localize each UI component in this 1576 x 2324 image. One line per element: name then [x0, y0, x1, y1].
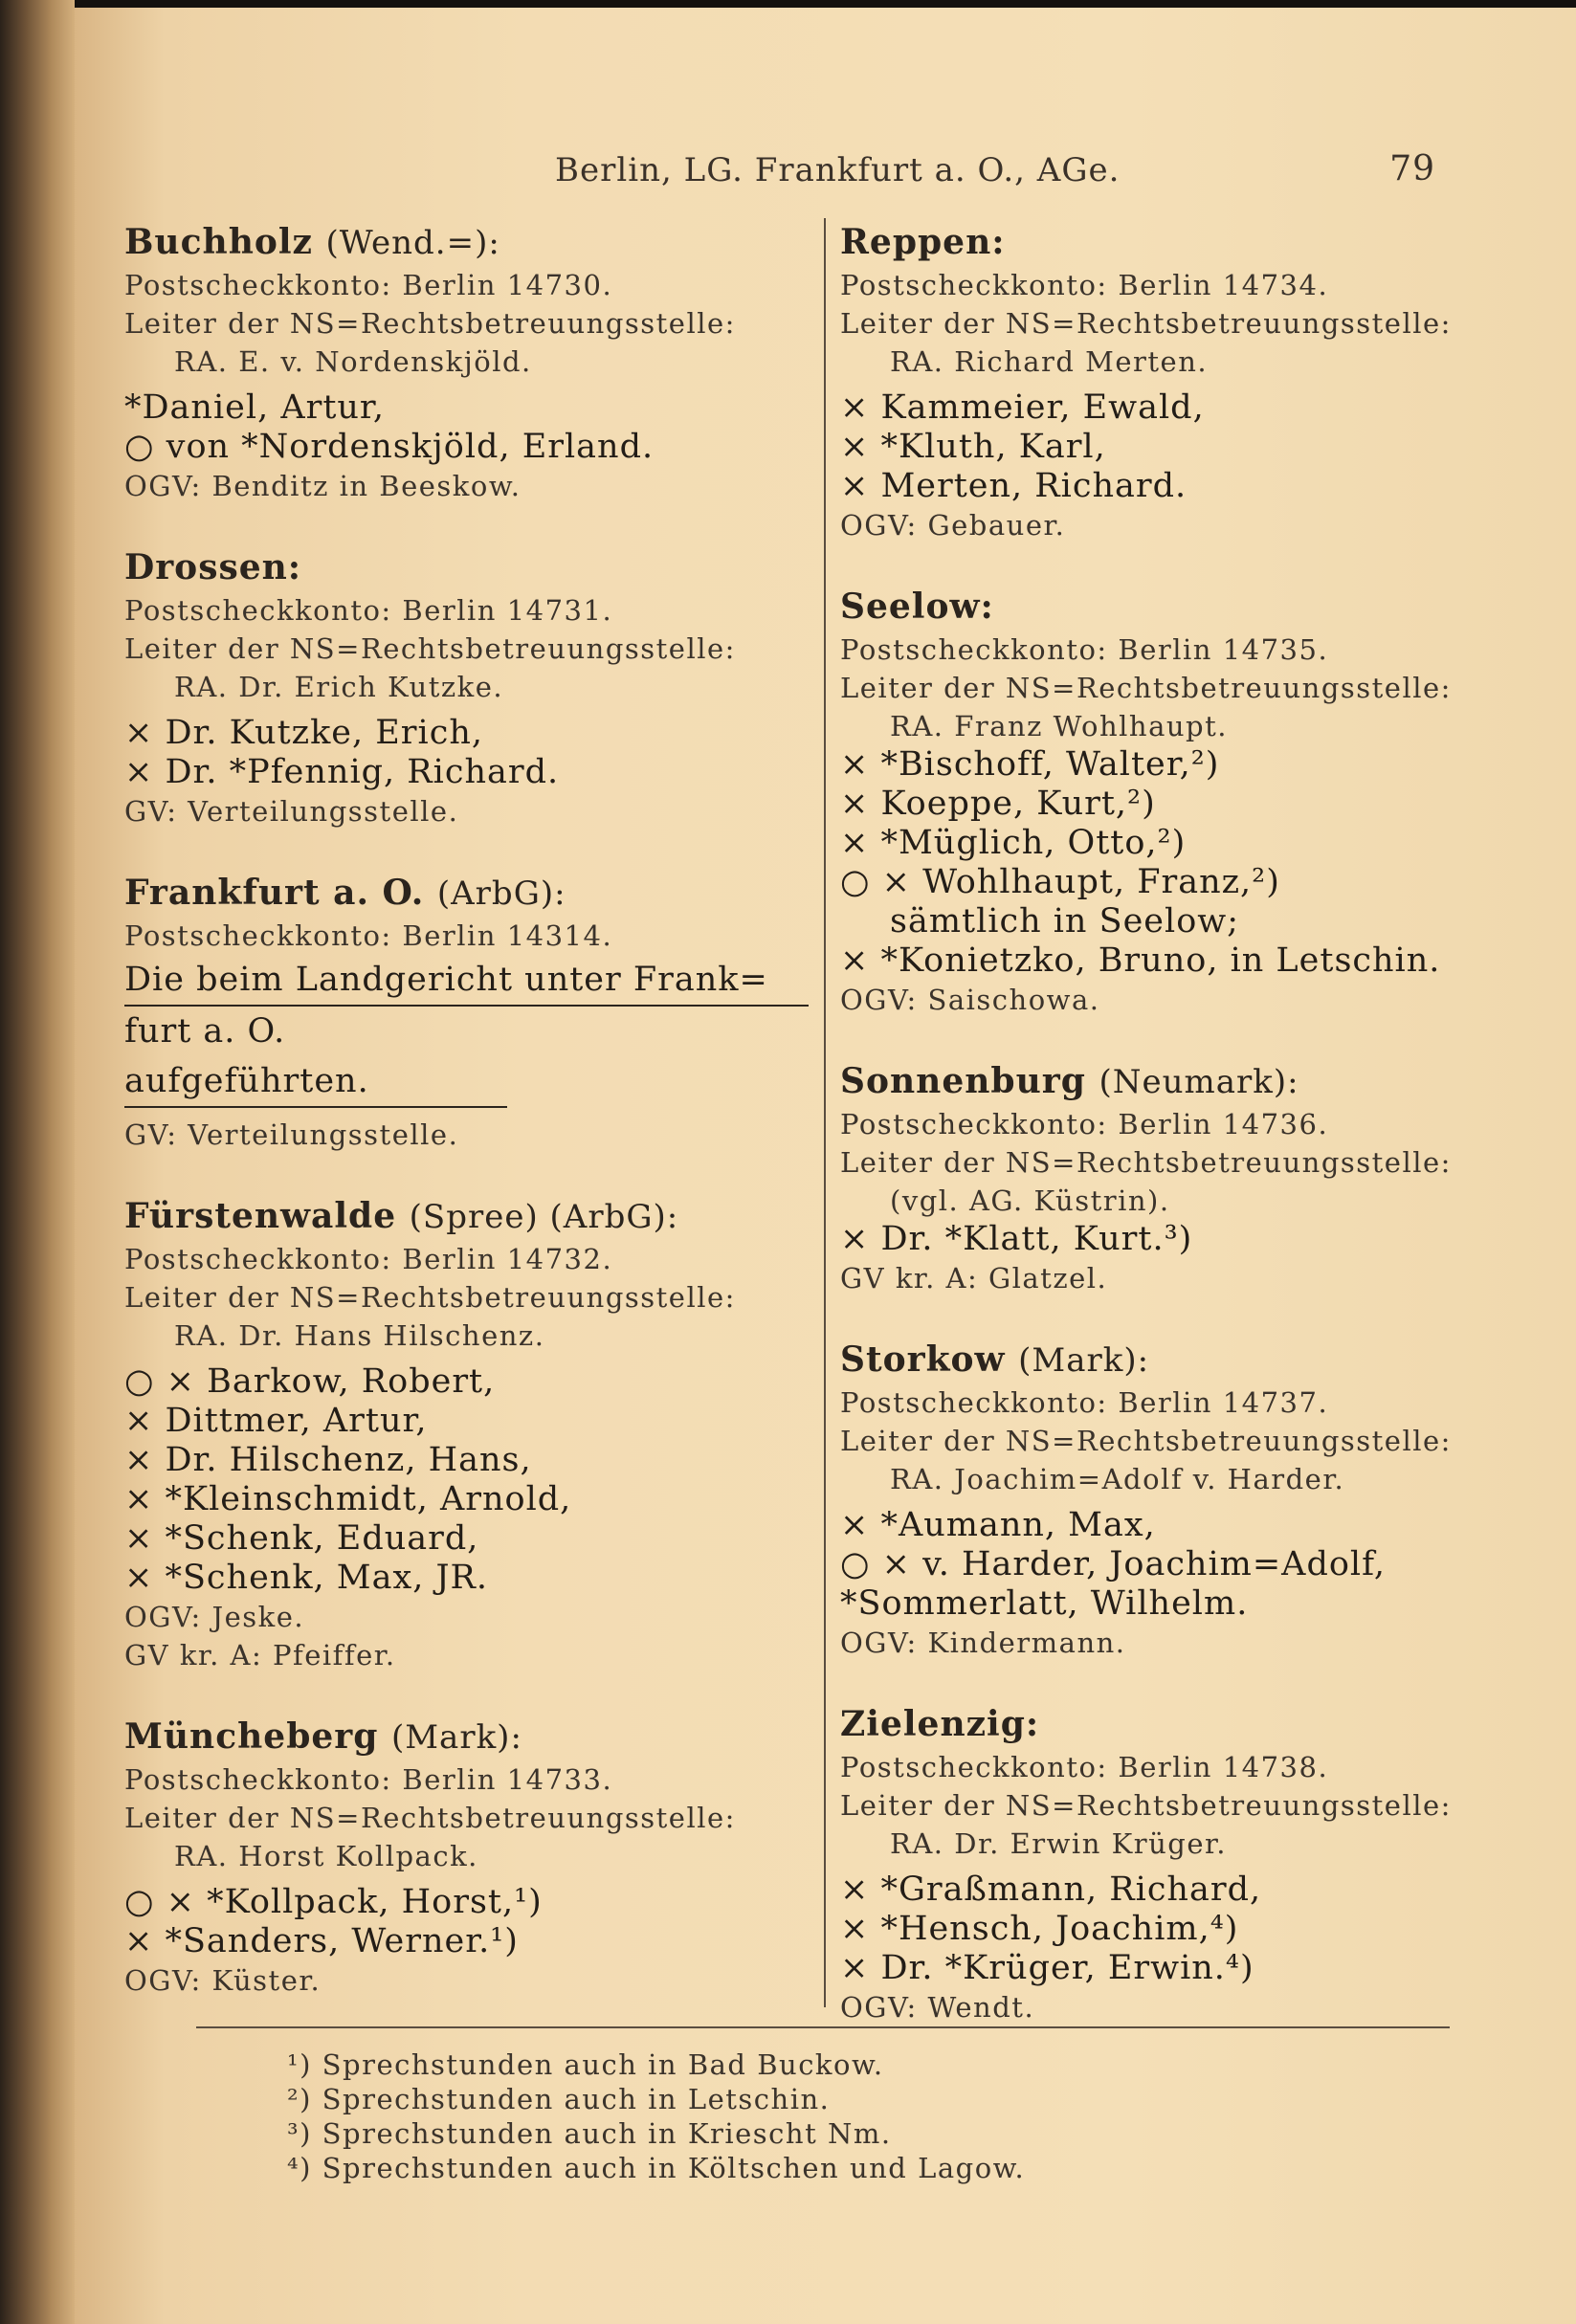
gv-line: GV: Verteilungsstelle.: [124, 795, 459, 828]
leiter-label: Leiter der NS=Rechtsbetreuungsstelle:: [840, 1425, 1452, 1457]
section-title: Reppen:: [840, 222, 1006, 262]
section-title: Seelow:: [840, 587, 994, 627]
gv-line: GV kr. A: Pfeiffer.: [124, 1639, 396, 1671]
postscheck-line: Postscheckkonto: Berlin 14730.: [124, 269, 613, 301]
leiter-label: Leiter der NS=Rechtsbetreuungsstelle:: [124, 632, 736, 665]
section-storkow: [840, 1336, 1510, 1662]
section-buchholz: [124, 218, 813, 505]
reference-line: Die beim Landgericht unter Frank=: [124, 955, 809, 1007]
postscheck-line: Postscheckkonto: Berlin 14737.: [840, 1386, 1329, 1419]
page-number: 79: [1389, 149, 1435, 188]
lawyer-entry-continuation: sämtlich in Seelow;: [890, 902, 1240, 941]
gv-line: GV kr. A: Glatzel.: [840, 1262, 1108, 1295]
footnote: ²) Sprechstunden auch in Letschin.: [287, 2083, 831, 2115]
leiter-name: RA. Richard Merten.: [890, 345, 1209, 378]
leiter-name: RA. E. v. Nordenskjöld.: [174, 345, 532, 378]
lawyer-entry: ○ × *Kollpack, Horst,¹): [124, 1883, 543, 1921]
lawyer-entry: × *Kleinschmidt, Arnold,: [124, 1480, 572, 1518]
lawyer-entry: × *Bischoff, Walter,²): [840, 745, 1220, 784]
leiter-label: Leiter der NS=Rechtsbetreuungsstelle:: [124, 1802, 736, 1834]
section-fuerstenwalde: [124, 1192, 813, 1674]
section-sonnenburg: [840, 1057, 1510, 1297]
ogv-line: OGV: Jeske.: [124, 1601, 305, 1633]
section-title: Sonnenburg (Neumark):: [840, 1061, 1299, 1101]
reference-line: furt a. O. aufgeführten.: [124, 1007, 507, 1108]
section-title: Fürstenwalde (Spree) (ArbG):: [124, 1196, 679, 1236]
postscheck-line: Postscheckkonto: Berlin 14733.: [124, 1763, 613, 1796]
footnote: ⁴) Sprechstunden auch in Költschen und Lagow.: [287, 2152, 1026, 2184]
postscheck-line: Postscheckkonto: Berlin 14731.: [124, 594, 613, 627]
section-title: Storkow (Mark):: [840, 1339, 1150, 1380]
lawyer-entry: × Kammeier, Ewald,: [840, 388, 1205, 427]
lawyer-entry: ○ × Barkow, Robert,: [124, 1362, 496, 1401]
leiter-label: Leiter der NS=Rechtsbetreuungsstelle:: [840, 1789, 1452, 1822]
section-title: Buchholz (Wend.=):: [124, 222, 500, 262]
section-title: Frankfurt a. O. (ArbG):: [124, 873, 566, 913]
lawyer-entry: × *Sanders, Werner.¹): [124, 1922, 519, 1960]
section-title: Müncheberg (Mark):: [124, 1716, 522, 1757]
leiter-name: RA. Dr. Erich Kutzke.: [174, 671, 504, 703]
book-spine: [0, 0, 75, 2324]
leiter-label: Leiter der NS=Rechtsbetreuungsstelle:: [840, 1146, 1452, 1179]
ogv-line: OGV: Kindermann.: [840, 1627, 1126, 1659]
leiter-name: RA. Franz Wohlhaupt.: [890, 710, 1228, 742]
section-seelow: [840, 583, 1510, 1019]
lawyer-entry: × Dr. *Klatt, Kurt.³): [840, 1220, 1193, 1258]
lawyer-entry: × Dr. Hilschenz, Hans,: [124, 1441, 532, 1479]
footnote: ¹) Sprechstunden auch in Bad Buckow.: [287, 2048, 884, 2081]
running-title: Berlin, LG. Frankfurt a. O., AGe.: [555, 151, 1121, 189]
lawyer-entry: ○ × v. Harder, Joachim=Adolf,: [840, 1545, 1386, 1583]
left-column: [124, 218, 813, 2000]
lawyer-entry: × Dittmer, Artur,: [124, 1402, 428, 1440]
lawyer-entry: × *Schenk, Max, JR.: [124, 1559, 488, 1597]
postscheck-line: Postscheckkonto: Berlin 14734.: [840, 269, 1329, 301]
lawyer-entry: × *Hensch, Joachim,⁴): [840, 1910, 1239, 1948]
ogv-line: OGV: Saischowa.: [840, 984, 1100, 1016]
leiter-name: RA. Dr. Erwin Krüger.: [890, 1827, 1227, 1860]
section-reppen: [840, 218, 1510, 544]
lawyer-entry: × Merten, Richard.: [840, 467, 1188, 505]
leiter-label: Leiter der NS=Rechtsbetreuungsstelle:: [840, 672, 1452, 704]
postscheck-line: Postscheckkonto: Berlin 14732.: [124, 1243, 613, 1275]
lawyer-entry: × *Konietzko, Bruno, in Letschin.: [840, 941, 1441, 980]
leiter-label: Leiter der NS=Rechtsbetreuungsstelle:: [124, 1281, 736, 1314]
leiter-name: (vgl. AG. Küstrin).: [890, 1184, 1170, 1217]
footnotes: [287, 2047, 1387, 2185]
postscheck-line: Postscheckkonto: Berlin 14738.: [840, 1751, 1329, 1783]
footnote: ³) Sprechstunden auch in Kriescht Nm.: [287, 2117, 892, 2150]
ogv-line: OGV: Wendt.: [840, 1991, 1035, 2024]
postscheck-line: Postscheckkonto: Berlin 14736.: [840, 1108, 1329, 1140]
leiter-name: RA. Dr. Hans Hilschenz.: [174, 1319, 545, 1352]
leiter-label: Leiter der NS=Rechtsbetreuungsstelle:: [840, 307, 1452, 340]
lawyer-entry: × *Aumann, Max,: [840, 1506, 1156, 1544]
section-zielenzig: [840, 1700, 1510, 2026]
column-divider: [824, 218, 826, 2007]
right-column: [840, 218, 1510, 2026]
ogv-line: OGV: Küster.: [124, 1964, 322, 1997]
section-frankfurt: [124, 869, 813, 1154]
section-muencheberg: [124, 1713, 813, 2000]
ogv-line: OGV: Benditz in Beeskow.: [124, 470, 522, 502]
postscheck-line: Postscheckkonto: Berlin 14735.: [840, 633, 1329, 666]
ogv-line: OGV: Gebauer.: [840, 509, 1066, 542]
lawyer-entry: ○ × Wohlhaupt, Franz,²): [840, 863, 1280, 901]
lawyer-entry: × Koeppe, Kurt,²): [840, 785, 1156, 823]
gv-line: GV: Verteilungsstelle.: [124, 1118, 459, 1151]
lawyer-entry: *Daniel, Artur,: [124, 388, 385, 427]
postscheck-line: Postscheckkonto: Berlin 14314.: [124, 919, 613, 952]
lawyer-entry: × *Graßmann, Richard,: [840, 1870, 1262, 1909]
leiter-name: RA. Joachim=Adolf v. Harder.: [890, 1463, 1345, 1495]
footnote-divider: [196, 2026, 1450, 2028]
lawyer-entry: *Sommerlatt, Wilhelm.: [840, 1584, 1249, 1623]
lawyer-entry: ○ von *Nordenskjöld, Erland.: [124, 428, 655, 466]
lawyer-entry: × Dr. Kutzke, Erich,: [124, 714, 483, 752]
page-header: [478, 144, 1435, 193]
lawyer-entry: × Dr. *Krüger, Erwin.⁴): [840, 1949, 1254, 1987]
lawyer-entry: × Dr. *Pfennig, Richard.: [124, 753, 560, 791]
section-title: Drossen:: [124, 547, 302, 587]
section-drossen: [124, 543, 813, 830]
section-title: Zielenzig:: [840, 1704, 1040, 1744]
lawyer-entry: × *Schenk, Eduard,: [124, 1519, 479, 1558]
lawyer-entry: × *Kluth, Karl,: [840, 428, 1106, 466]
lawyer-entry: × *Müglich, Otto,²): [840, 824, 1187, 862]
leiter-label: Leiter der NS=Rechtsbetreuungsstelle:: [124, 307, 736, 340]
leiter-name: RA. Horst Kollpack.: [174, 1840, 478, 1872]
